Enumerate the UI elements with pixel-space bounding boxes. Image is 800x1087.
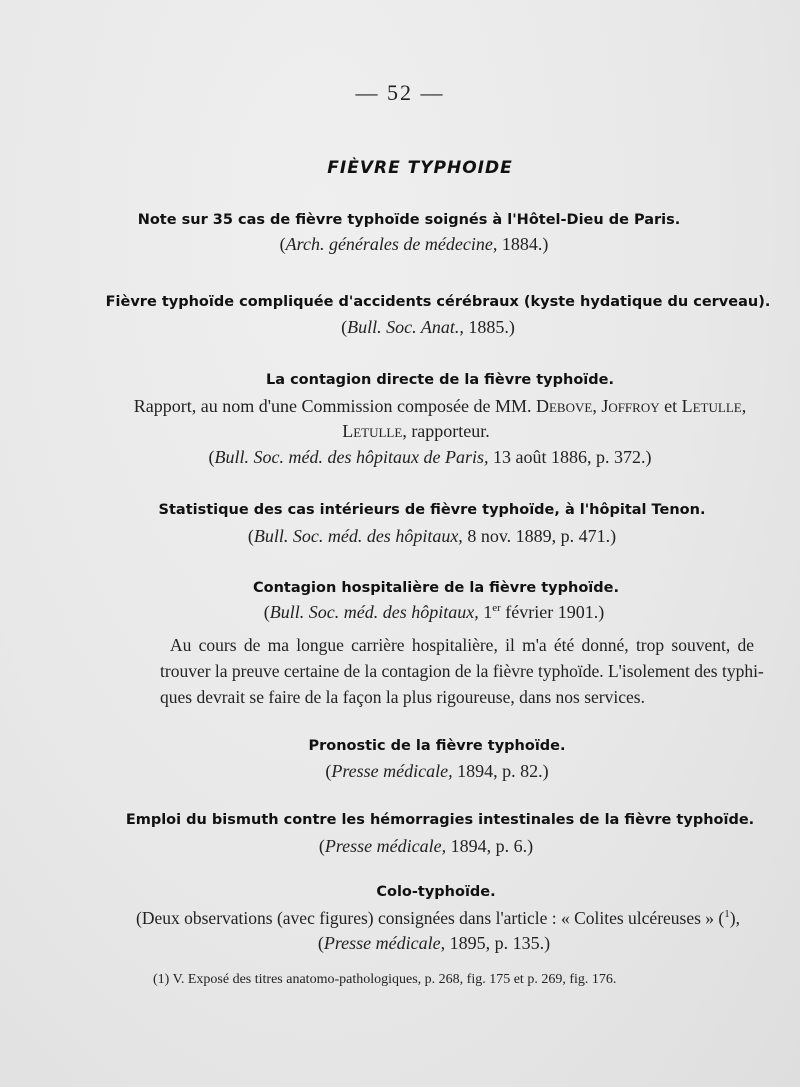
entry-title-3: La contagion directe de la fièvre typhoïde. <box>266 372 614 388</box>
paragraph-line-2: trouver la preuve certaine de la contagion de la fièvre typhoïde. L'isolement des typhi- <box>160 661 764 681</box>
entry-title-7: Emploi du bismuth contre les hémorragies intestinales de la fièvre typhoïde. <box>125 812 755 828</box>
entry-title-6: Pronostic de la fièvre typhoïde. <box>308 738 566 754</box>
citation-2: (Bull. Soc. Anat., 1885.) <box>341 317 515 337</box>
citation-7: (Presse médicale, 1894, p. 6.) <box>318 836 534 856</box>
page-number: — 52 — <box>355 80 445 105</box>
paragraph-line-1: Au cours de ma longue carrière hospitalière, il m'a été donné, trop souvent, de <box>170 635 754 655</box>
citation-4: (Bull. Soc. méd. des hôpitaux, 8 nov. 1889, p. 471.) <box>247 526 617 546</box>
citation-5: (Bull. Soc. méd. des hôpitaux, 1er février 1901.) <box>263 602 605 622</box>
entry-title-1: Note sur 35 cas de fièvre typhoïde soignés à l'Hôtel-Dieu de Paris. <box>137 212 681 228</box>
footnote <box>153 972 616 988</box>
entry-title-5: Contagion hospitalière de la fièvre typhoïde. <box>253 580 619 596</box>
paragraph-line-3: ques devrait se faire de la façon la plus rigoureuse, dans nos services. <box>160 687 645 707</box>
entry-title-8: Colo-typhoïde. <box>376 884 496 900</box>
section-title: FIÈVRE TYPHOIDE <box>327 158 513 178</box>
report-line-2: Letulle, rapporteur. <box>342 421 490 441</box>
footnote-text: V. Exposé des titres anatomo-pathologiques, p. 268, fig. 175 et p. 269, fig. 176. <box>169 972 617 987</box>
citation-1: (Arch. générales de médecine, 1884.) <box>279 234 549 254</box>
entry-title-4: Statistique des cas intérieurs de fièvre typhoïde, à l'hôpital Tenon. <box>158 502 706 518</box>
citation-6: (Presse médicale, 1894, p. 82.) <box>325 761 549 781</box>
contagion-paragraph <box>160 632 764 710</box>
report-line-1: Rapport, au nom d'une Commission composée de MM. Debove, Joffroy et Letulle, <box>133 396 747 416</box>
footnote-marker: (1) <box>153 972 170 987</box>
colitis-line: (Deux observations (avec figures) consignées dans l'article : « Colites ulcéreuses » ($^1$), <box>136 908 740 928</box>
citation-3: (Bull. Soc. méd. des hôpitaux de Paris, 13 août 1886, p. 372.) <box>208 447 652 467</box>
entry-title-2: Fièvre typhoïde compliquée d'accidents cérébraux (kyste hydatique du cerveau). <box>105 294 771 310</box>
citation-8: (Presse médicale, 1895, p. 135.) <box>317 933 551 953</box>
